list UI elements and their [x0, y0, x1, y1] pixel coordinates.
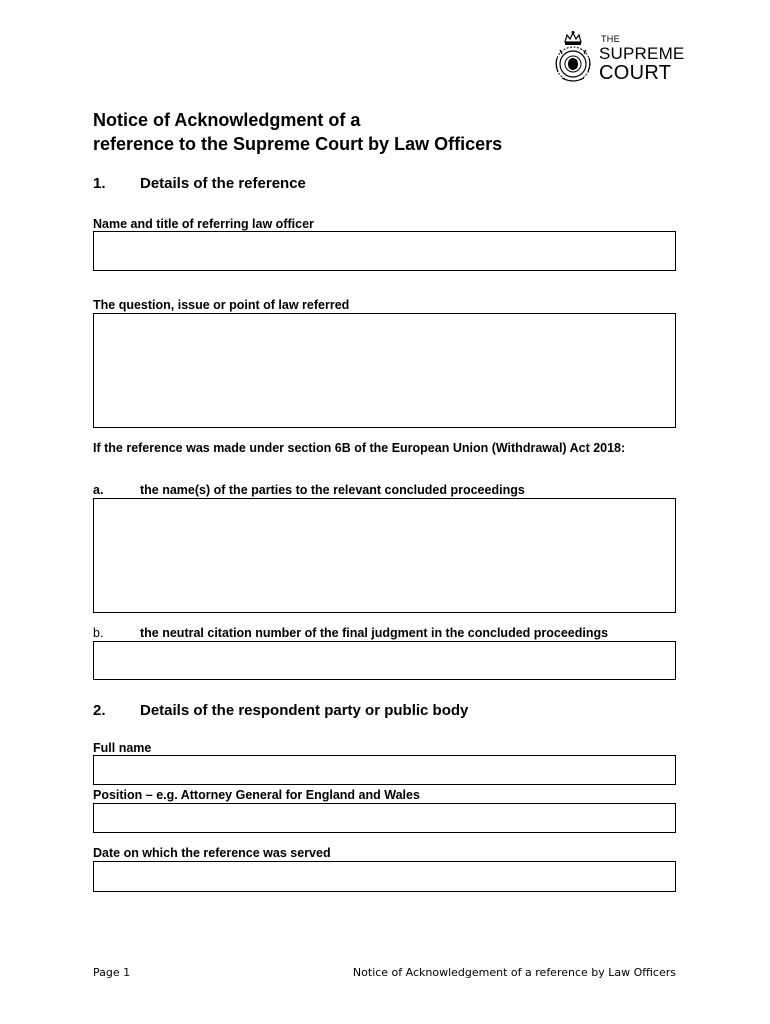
section-2-title: Details of the respondent party or public body: [140, 702, 469, 719]
neutral-citation-field[interactable]: [93, 641, 676, 680]
date-served-label: Date on which the reference was served: [93, 846, 331, 860]
document-title-line-2: reference to the Supreme Court by Law Officers: [93, 134, 503, 154]
date-served-field[interactable]: [93, 861, 676, 892]
referring-officer-label: Name and title of referring law officer: [93, 217, 676, 233]
question-label: The question, issue or point of law referred: [93, 298, 676, 314]
document-title-line-1: Notice of Acknowledgment of a: [93, 110, 361, 130]
parties-names-field[interactable]: [93, 498, 676, 613]
section-6b-condition: If the reference was made under section 6B of the European Union (Withdrawal) Act 2018:: [93, 441, 626, 455]
item-a-text: the name(s) of the parties to the relevant concluded proceedings: [140, 483, 525, 497]
supreme-court-logo: [552, 30, 685, 86]
logo-line-court: COURT: [599, 62, 672, 84]
section-2-number: 2.: [93, 702, 106, 719]
position-label: Position – e.g. Attorney General for England and Wales: [93, 788, 676, 804]
full-name-field[interactable]: [93, 755, 676, 785]
question-field[interactable]: [93, 313, 676, 428]
position-field[interactable]: [93, 803, 676, 833]
logo-line-supreme: SUPREME: [599, 44, 685, 63]
footer-document-title: Notice of Acknowledgement of a reference by Law Officers: [352, 966, 676, 979]
item-b-letter: b.: [93, 626, 104, 640]
document-title: [93, 108, 502, 156]
referring-officer-field[interactable]: [93, 231, 676, 271]
royal-crest-icon: [552, 30, 594, 86]
item-b-text: the neutral citation number of the final judgment in the concluded proceedings: [140, 626, 609, 640]
logo-line-the: THE: [601, 34, 620, 44]
footer-page-number: Page 1: [93, 966, 131, 979]
full-name-label: Full name: [93, 741, 152, 755]
section-1-title: Details of the reference: [140, 175, 306, 192]
section-1-number: 1.: [93, 175, 106, 192]
item-a-letter: a.: [93, 483, 104, 497]
